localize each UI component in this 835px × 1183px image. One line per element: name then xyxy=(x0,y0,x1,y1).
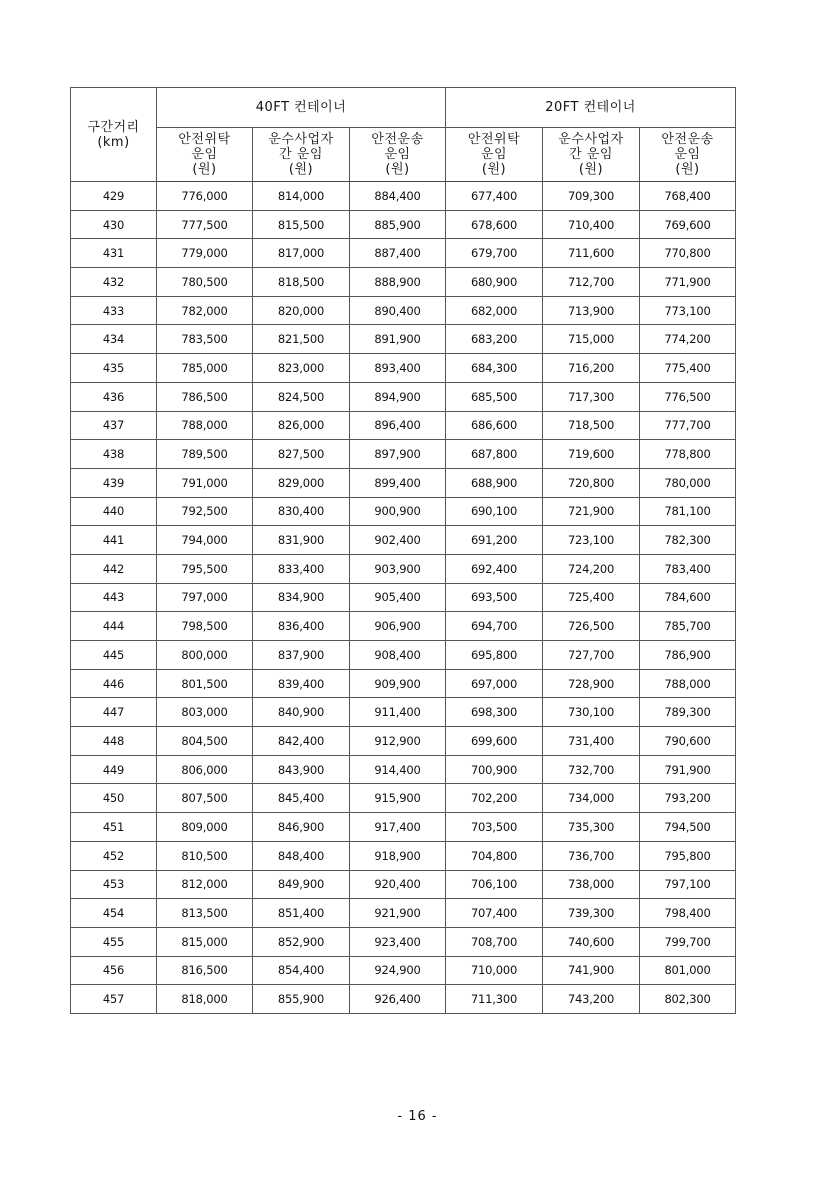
cell-20ft-safety-transport: 788,000 xyxy=(640,669,736,698)
cell-40ft-safety-transport: 891,900 xyxy=(350,325,446,354)
table-row xyxy=(71,210,736,239)
cell-20ft-safety-transport: 794,500 xyxy=(640,813,736,842)
cell-20ft-inter-carrier: 728,900 xyxy=(543,669,640,698)
cell-40ft-inter-carrier: 840,900 xyxy=(253,698,350,727)
cell-20ft-safety-consignment: 684,300 xyxy=(446,354,543,383)
cell-20ft-safety-consignment: 711,300 xyxy=(446,985,543,1014)
table-row xyxy=(71,727,736,756)
group-header-20ft: 20FT 컨테이너 xyxy=(446,88,736,128)
cell-distance-km: 436 xyxy=(71,382,157,411)
cell-40ft-inter-carrier: 845,400 xyxy=(253,784,350,813)
cell-20ft-safety-consignment: 683,200 xyxy=(446,325,543,354)
cell-20ft-safety-transport: 777,700 xyxy=(640,411,736,440)
sub-header-40ft-safety-consignment xyxy=(157,128,253,182)
table-row xyxy=(71,239,736,268)
cell-20ft-safety-consignment: 692,400 xyxy=(446,554,543,583)
cell-20ft-safety-consignment: 686,600 xyxy=(446,411,543,440)
cell-40ft-safety-transport: 894,900 xyxy=(350,382,446,411)
cell-20ft-safety-consignment: 704,800 xyxy=(446,841,543,870)
cell-40ft-inter-carrier: 836,400 xyxy=(253,612,350,641)
cell-40ft-inter-carrier: 851,400 xyxy=(253,899,350,928)
cell-40ft-inter-carrier: 839,400 xyxy=(253,669,350,698)
cell-40ft-inter-carrier: 842,400 xyxy=(253,727,350,756)
sub-header-line: 운임 xyxy=(480,147,508,162)
sub-header-20ft-inter-carrier xyxy=(543,128,640,182)
sub-header-line: 운임 xyxy=(191,147,218,162)
cell-40ft-inter-carrier: 855,900 xyxy=(253,985,350,1014)
cell-40ft-inter-carrier: 849,900 xyxy=(253,870,350,899)
cell-40ft-safety-transport: 885,900 xyxy=(350,210,446,239)
cell-20ft-safety-consignment: 687,800 xyxy=(446,440,543,469)
cell-40ft-safety-consignment: 813,500 xyxy=(157,899,253,928)
cell-20ft-inter-carrier: 740,600 xyxy=(543,927,640,956)
cell-20ft-safety-transport: 783,400 xyxy=(640,554,736,583)
cell-20ft-safety-consignment: 677,400 xyxy=(446,182,543,211)
cell-40ft-safety-transport: 923,400 xyxy=(350,927,446,956)
table-row xyxy=(71,325,736,354)
cell-distance-km: 450 xyxy=(71,784,157,813)
cell-distance-km: 433 xyxy=(71,296,157,325)
cell-20ft-safety-consignment: 680,900 xyxy=(446,268,543,297)
cell-40ft-inter-carrier: 817,000 xyxy=(253,239,350,268)
table-row xyxy=(71,755,736,784)
cell-20ft-inter-carrier: 709,300 xyxy=(543,182,640,211)
cell-20ft-inter-carrier: 732,700 xyxy=(543,755,640,784)
table-row xyxy=(71,985,736,1014)
cell-20ft-safety-consignment: 691,200 xyxy=(446,526,543,555)
cell-20ft-safety-transport: 791,900 xyxy=(640,755,736,784)
sub-header-line: 간 운임 xyxy=(569,147,613,162)
cell-20ft-inter-carrier: 719,600 xyxy=(543,440,640,469)
table-row xyxy=(71,813,736,842)
cell-20ft-safety-transport: 775,400 xyxy=(640,354,736,383)
cell-40ft-inter-carrier: 823,000 xyxy=(253,354,350,383)
table-row xyxy=(71,382,736,411)
cell-40ft-safety-consignment: 816,500 xyxy=(157,956,253,985)
cell-20ft-safety-consignment: 685,500 xyxy=(446,382,543,411)
distance-header-label: 구간거리 xyxy=(87,119,140,135)
cell-40ft-safety-transport: 899,400 xyxy=(350,468,446,497)
cell-20ft-inter-carrier: 726,500 xyxy=(543,612,640,641)
cell-20ft-safety-consignment: 700,900 xyxy=(446,755,543,784)
cell-20ft-inter-carrier: 738,000 xyxy=(543,870,640,899)
cell-20ft-inter-carrier: 717,300 xyxy=(543,382,640,411)
cell-distance-km: 431 xyxy=(71,239,157,268)
table-row xyxy=(71,841,736,870)
cell-40ft-safety-consignment: 779,000 xyxy=(157,239,253,268)
table-row xyxy=(71,698,736,727)
cell-20ft-safety-transport: 789,300 xyxy=(640,698,736,727)
cell-40ft-inter-carrier: 848,400 xyxy=(253,841,350,870)
table-row xyxy=(71,554,736,583)
cell-40ft-safety-transport: 908,400 xyxy=(350,641,446,670)
cell-40ft-safety-transport: 924,900 xyxy=(350,956,446,985)
sub-header-line: (원) xyxy=(385,162,410,177)
cell-distance-km: 452 xyxy=(71,841,157,870)
cell-20ft-inter-carrier: 716,200 xyxy=(543,354,640,383)
cell-distance-km: 448 xyxy=(71,727,157,756)
cell-40ft-inter-carrier: 827,500 xyxy=(253,440,350,469)
cell-40ft-safety-transport: 911,400 xyxy=(350,698,446,727)
cell-20ft-safety-transport: 778,800 xyxy=(640,440,736,469)
cell-40ft-inter-carrier: 852,900 xyxy=(253,927,350,956)
cell-20ft-inter-carrier: 735,300 xyxy=(543,813,640,842)
cell-distance-km: 429 xyxy=(71,182,157,211)
cell-20ft-safety-consignment: 688,900 xyxy=(446,468,543,497)
cell-40ft-safety-transport: 915,900 xyxy=(350,784,446,813)
table-row xyxy=(71,296,736,325)
table-row xyxy=(71,899,736,928)
table-row xyxy=(71,497,736,526)
cell-40ft-safety-transport: 914,400 xyxy=(350,755,446,784)
cell-40ft-inter-carrier: 820,000 xyxy=(253,296,350,325)
cell-distance-km: 430 xyxy=(71,210,157,239)
cell-20ft-safety-consignment: 702,200 xyxy=(446,784,543,813)
sub-header-line: 안전운송 xyxy=(661,132,714,147)
cell-distance-km: 455 xyxy=(71,927,157,956)
cell-40ft-safety-consignment: 777,500 xyxy=(157,210,253,239)
sub-header-line: (원) xyxy=(481,162,507,177)
cell-20ft-safety-transport: 797,100 xyxy=(640,870,736,899)
sub-header-line: 안전위탁 xyxy=(467,132,521,147)
cell-distance-km: 446 xyxy=(71,669,157,698)
cell-distance-km: 437 xyxy=(71,411,157,440)
cell-40ft-safety-transport: 921,900 xyxy=(350,899,446,928)
table-row xyxy=(71,641,736,670)
sub-header-line: 안전운송 xyxy=(371,132,424,147)
table-row xyxy=(71,440,736,469)
cell-40ft-safety-transport: 887,400 xyxy=(350,239,446,268)
cell-40ft-inter-carrier: 843,900 xyxy=(253,755,350,784)
sub-header-20ft-safety-transport xyxy=(640,128,736,182)
page-number: - 16 - xyxy=(397,1109,438,1124)
cell-40ft-safety-consignment: 807,500 xyxy=(157,784,253,813)
cell-40ft-inter-carrier: 846,900 xyxy=(253,813,350,842)
cell-40ft-safety-consignment: 803,000 xyxy=(157,698,253,727)
cell-40ft-safety-transport: 893,400 xyxy=(350,354,446,383)
cell-20ft-inter-carrier: 720,800 xyxy=(543,468,640,497)
cell-20ft-safety-consignment: 708,700 xyxy=(446,927,543,956)
cell-20ft-inter-carrier: 723,100 xyxy=(543,526,640,555)
cell-20ft-inter-carrier: 731,400 xyxy=(543,727,640,756)
table-body xyxy=(71,182,736,1014)
cell-20ft-safety-transport: 785,700 xyxy=(640,612,736,641)
distance-column-header xyxy=(71,88,157,182)
cell-distance-km: 434 xyxy=(71,325,157,354)
cell-40ft-safety-transport: 884,400 xyxy=(350,182,446,211)
cell-distance-km: 440 xyxy=(71,497,157,526)
cell-20ft-safety-transport: 793,200 xyxy=(640,784,736,813)
cell-20ft-inter-carrier: 715,000 xyxy=(543,325,640,354)
cell-20ft-safety-transport: 776,500 xyxy=(640,382,736,411)
cell-20ft-safety-consignment: 693,500 xyxy=(446,583,543,612)
cell-40ft-safety-transport: 926,400 xyxy=(350,985,446,1014)
cell-40ft-inter-carrier: 826,000 xyxy=(253,411,350,440)
cell-40ft-safety-transport: 888,900 xyxy=(350,268,446,297)
cell-20ft-inter-carrier: 730,100 xyxy=(543,698,640,727)
cell-40ft-safety-consignment: 795,500 xyxy=(157,554,253,583)
cell-20ft-safety-consignment: 695,800 xyxy=(446,641,543,670)
cell-distance-km: 451 xyxy=(71,813,157,842)
cell-20ft-safety-transport: 781,100 xyxy=(640,497,736,526)
cell-20ft-safety-consignment: 678,600 xyxy=(446,210,543,239)
cell-40ft-inter-carrier: 814,000 xyxy=(253,182,350,211)
cell-40ft-safety-consignment: 818,000 xyxy=(157,985,253,1014)
sub-header-line: (원) xyxy=(675,162,700,177)
cell-20ft-inter-carrier: 711,600 xyxy=(543,239,640,268)
sub-header-line: 운수사업자 xyxy=(268,132,334,147)
cell-40ft-safety-consignment: 812,000 xyxy=(157,870,253,899)
cell-20ft-safety-transport: 768,400 xyxy=(640,182,736,211)
cell-distance-km: 432 xyxy=(71,268,157,297)
table-row xyxy=(71,669,736,698)
cell-40ft-inter-carrier: 821,500 xyxy=(253,325,350,354)
distance-header-unit: (km) xyxy=(97,134,130,150)
sub-header-line: 간 운임 xyxy=(279,147,323,162)
sub-header-line: (원) xyxy=(288,162,314,177)
cell-distance-km: 438 xyxy=(71,440,157,469)
table-row xyxy=(71,612,736,641)
sub-header-line: (원) xyxy=(192,162,217,177)
cell-40ft-safety-consignment: 801,500 xyxy=(157,669,253,698)
cell-20ft-safety-transport: 801,000 xyxy=(640,956,736,985)
cell-distance-km: 442 xyxy=(71,554,157,583)
cell-20ft-inter-carrier: 710,400 xyxy=(543,210,640,239)
group-header-40ft: 40FT 컨테이너 xyxy=(157,88,446,128)
cell-40ft-safety-consignment: 798,500 xyxy=(157,612,253,641)
cell-40ft-safety-transport: 902,400 xyxy=(350,526,446,555)
cell-distance-km: 454 xyxy=(71,899,157,928)
cell-20ft-safety-consignment: 698,300 xyxy=(446,698,543,727)
cell-40ft-inter-carrier: 824,500 xyxy=(253,382,350,411)
cell-40ft-inter-carrier: 829,000 xyxy=(253,468,350,497)
cell-40ft-safety-consignment: 792,500 xyxy=(157,497,253,526)
cell-20ft-safety-transport: 774,200 xyxy=(640,325,736,354)
cell-40ft-safety-consignment: 806,000 xyxy=(157,755,253,784)
cell-40ft-safety-consignment: 791,000 xyxy=(157,468,253,497)
sub-header-line: 운임 xyxy=(674,147,701,162)
cell-20ft-inter-carrier: 741,900 xyxy=(543,956,640,985)
cell-distance-km: 439 xyxy=(71,468,157,497)
cell-20ft-safety-transport: 795,800 xyxy=(640,841,736,870)
cell-40ft-safety-consignment: 794,000 xyxy=(157,526,253,555)
cell-distance-km: 449 xyxy=(71,755,157,784)
cell-20ft-inter-carrier: 727,700 xyxy=(543,641,640,670)
sub-header-line: 운수사업자 xyxy=(558,132,624,147)
cell-20ft-inter-carrier: 721,900 xyxy=(543,497,640,526)
cell-20ft-safety-transport: 770,800 xyxy=(640,239,736,268)
cell-40ft-safety-transport: 906,900 xyxy=(350,612,446,641)
cell-20ft-inter-carrier: 736,700 xyxy=(543,841,640,870)
cell-distance-km: 445 xyxy=(71,641,157,670)
table-row xyxy=(71,956,736,985)
cell-distance-km: 441 xyxy=(71,526,157,555)
cell-40ft-safety-transport: 917,400 xyxy=(350,813,446,842)
table-row xyxy=(71,468,736,497)
cell-distance-km: 457 xyxy=(71,985,157,1014)
cell-40ft-safety-consignment: 785,000 xyxy=(157,354,253,383)
cell-40ft-safety-transport: 909,900 xyxy=(350,669,446,698)
cell-40ft-safety-consignment: 776,000 xyxy=(157,182,253,211)
table-header xyxy=(71,88,736,182)
sub-header-line: 운임 xyxy=(384,147,411,162)
cell-40ft-safety-consignment: 786,500 xyxy=(157,382,253,411)
cell-20ft-safety-transport: 790,600 xyxy=(640,727,736,756)
cell-distance-km: 453 xyxy=(71,870,157,899)
table-row xyxy=(71,784,736,813)
table-row xyxy=(71,526,736,555)
cell-40ft-safety-consignment: 809,000 xyxy=(157,813,253,842)
cell-distance-km: 456 xyxy=(71,956,157,985)
table-row xyxy=(71,583,736,612)
cell-40ft-safety-consignment: 780,500 xyxy=(157,268,253,297)
cell-20ft-inter-carrier: 743,200 xyxy=(543,985,640,1014)
cell-20ft-safety-transport: 780,000 xyxy=(640,468,736,497)
table-row xyxy=(71,354,736,383)
cell-20ft-safety-consignment: 682,000 xyxy=(446,296,543,325)
table-row xyxy=(71,411,736,440)
cell-20ft-inter-carrier: 725,400 xyxy=(543,583,640,612)
cell-40ft-safety-transport: 912,900 xyxy=(350,727,446,756)
cell-20ft-safety-transport: 786,900 xyxy=(640,641,736,670)
freight-rate-table xyxy=(70,87,736,1014)
table-row xyxy=(71,182,736,211)
cell-20ft-safety-consignment: 690,100 xyxy=(446,497,543,526)
cell-40ft-safety-consignment: 789,500 xyxy=(157,440,253,469)
cell-40ft-safety-consignment: 815,000 xyxy=(157,927,253,956)
cell-distance-km: 435 xyxy=(71,354,157,383)
cell-40ft-safety-transport: 903,900 xyxy=(350,554,446,583)
cell-20ft-safety-consignment: 694,700 xyxy=(446,612,543,641)
cell-40ft-inter-carrier: 818,500 xyxy=(253,268,350,297)
cell-40ft-safety-consignment: 800,000 xyxy=(157,641,253,670)
cell-40ft-safety-consignment: 782,000 xyxy=(157,296,253,325)
cell-40ft-safety-transport: 918,900 xyxy=(350,841,446,870)
cell-20ft-safety-transport: 782,300 xyxy=(640,526,736,555)
cell-20ft-safety-consignment: 703,500 xyxy=(446,813,543,842)
cell-20ft-safety-transport: 784,600 xyxy=(640,583,736,612)
cell-40ft-safety-transport: 890,400 xyxy=(350,296,446,325)
cell-20ft-inter-carrier: 724,200 xyxy=(543,554,640,583)
cell-40ft-inter-carrier: 854,400 xyxy=(253,956,350,985)
cell-20ft-safety-transport: 798,400 xyxy=(640,899,736,928)
sub-header-40ft-inter-carrier xyxy=(253,128,350,182)
cell-40ft-inter-carrier: 833,400 xyxy=(253,554,350,583)
cell-40ft-inter-carrier: 837,900 xyxy=(253,641,350,670)
table-row xyxy=(71,927,736,956)
cell-20ft-safety-consignment: 697,000 xyxy=(446,669,543,698)
cell-20ft-safety-transport: 799,700 xyxy=(640,927,736,956)
table-row xyxy=(71,268,736,297)
cell-20ft-safety-transport: 802,300 xyxy=(640,985,736,1014)
sub-header-line: 안전위탁 xyxy=(178,132,231,147)
cell-20ft-inter-carrier: 713,900 xyxy=(543,296,640,325)
cell-40ft-inter-carrier: 815,500 xyxy=(253,210,350,239)
cell-40ft-safety-consignment: 810,500 xyxy=(157,841,253,870)
cell-20ft-safety-consignment: 710,000 xyxy=(446,956,543,985)
cell-20ft-safety-consignment: 699,600 xyxy=(446,727,543,756)
cell-40ft-inter-carrier: 831,900 xyxy=(253,526,350,555)
cell-20ft-inter-carrier: 712,700 xyxy=(543,268,640,297)
cell-40ft-safety-transport: 896,400 xyxy=(350,411,446,440)
cell-40ft-safety-transport: 897,900 xyxy=(350,440,446,469)
cell-20ft-safety-transport: 771,900 xyxy=(640,268,736,297)
cell-40ft-safety-consignment: 788,000 xyxy=(157,411,253,440)
cell-distance-km: 447 xyxy=(71,698,157,727)
cell-20ft-inter-carrier: 718,500 xyxy=(543,411,640,440)
cell-40ft-safety-consignment: 804,500 xyxy=(157,727,253,756)
cell-20ft-safety-transport: 773,100 xyxy=(640,296,736,325)
cell-distance-km: 443 xyxy=(71,583,157,612)
cell-20ft-inter-carrier: 734,000 xyxy=(543,784,640,813)
cell-40ft-safety-consignment: 783,500 xyxy=(157,325,253,354)
cell-40ft-safety-transport: 905,400 xyxy=(350,583,446,612)
cell-40ft-safety-transport: 920,400 xyxy=(350,870,446,899)
table-row xyxy=(71,870,736,899)
cell-distance-km: 444 xyxy=(71,612,157,641)
cell-40ft-inter-carrier: 830,400 xyxy=(253,497,350,526)
sub-header-20ft-safety-consignment xyxy=(446,128,543,182)
cell-40ft-inter-carrier: 834,900 xyxy=(253,583,350,612)
cell-20ft-inter-carrier: 739,300 xyxy=(543,899,640,928)
sub-header-line: (원) xyxy=(578,162,604,177)
cell-40ft-safety-consignment: 797,000 xyxy=(157,583,253,612)
cell-40ft-safety-transport: 900,900 xyxy=(350,497,446,526)
cell-20ft-safety-transport: 769,600 xyxy=(640,210,736,239)
cell-20ft-safety-consignment: 679,700 xyxy=(446,239,543,268)
cell-20ft-safety-consignment: 706,100 xyxy=(446,870,543,899)
cell-20ft-safety-consignment: 707,400 xyxy=(446,899,543,928)
sub-header-40ft-safety-transport xyxy=(350,128,446,182)
